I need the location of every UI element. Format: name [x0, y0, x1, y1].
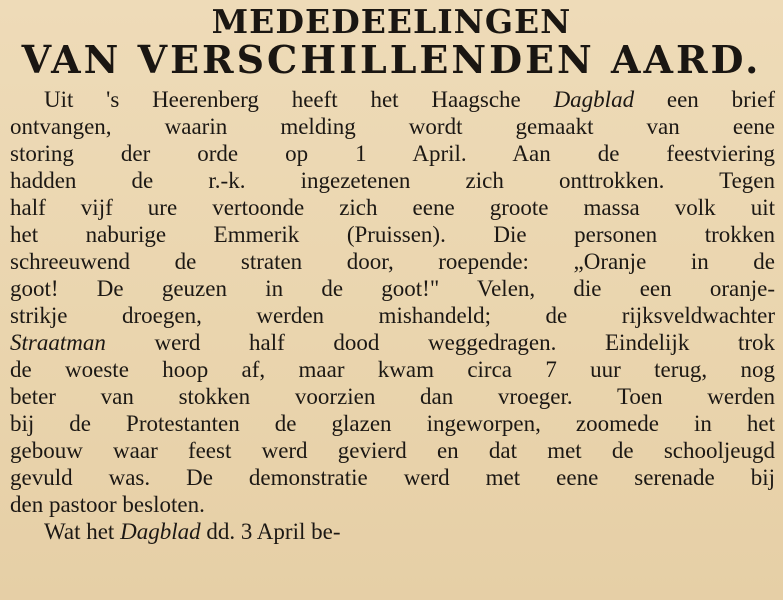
text-line: de woeste hoop af, maar kwam circa 7 uur terug, nog	[10, 357, 775, 382]
text-line: beter van stokken voorzien dan vroeger. Toen werden	[10, 384, 775, 409]
text-line-partial	[44, 519, 775, 544]
text-line: ontvangen, waarin melding wordt gemaakt van eene	[10, 114, 775, 139]
text-line: hadden de r.-k. ingezetenen zich onttrokken. Tegen	[10, 168, 775, 193]
text-run: Uit 's Heerenberg heeft het Haagsche	[44, 87, 554, 112]
text-line: den pastoor besloten.	[10, 492, 205, 517]
article-heading-line-2: VAN VERSCHILLENDEN AARD.	[21, 37, 762, 82]
italic-run: Straatman	[10, 330, 106, 355]
text-line: gevuld was. De demonstratie werd met eene serenade bij	[10, 465, 775, 490]
text-run: een brief	[634, 87, 775, 112]
text-line: storing der orde op 1 April. Aan de feestviering	[10, 141, 775, 166]
text-line: schreeuwend de straten door, roepende: „Oranje in de	[10, 249, 775, 274]
text-line	[44, 87, 775, 112]
italic-run: Dagblad	[120, 519, 201, 544]
text-line	[10, 330, 775, 355]
text-line: strikje droegen, werden mishandeld; de rijksveldwachter	[10, 303, 775, 328]
italic-run: Dagblad	[553, 87, 635, 112]
text-line: gebouw waar feest werd gevierd en dat met de schooljeugd	[10, 438, 775, 463]
text-line: half vijf ure vertoonde zich eene groote massa volk uit	[10, 195, 775, 220]
text-run: dd. 3 April be-	[200, 519, 341, 544]
text-line: goot! De geuzen in de goot!" Velen, die een oranje-	[10, 276, 775, 301]
article-heading-line-1: MEDEDEELINGEN	[211, 2, 572, 41]
text-line: het naburige Emmerik (Pruissen). Die personen trokken	[10, 222, 775, 247]
text-run: Wat het	[44, 519, 121, 544]
text-line: bij de Protestanten de glazen ingeworpen, zoomede in het	[10, 411, 775, 436]
text-run: werd half dood weggedragen. Eindelijk trok	[105, 330, 775, 355]
